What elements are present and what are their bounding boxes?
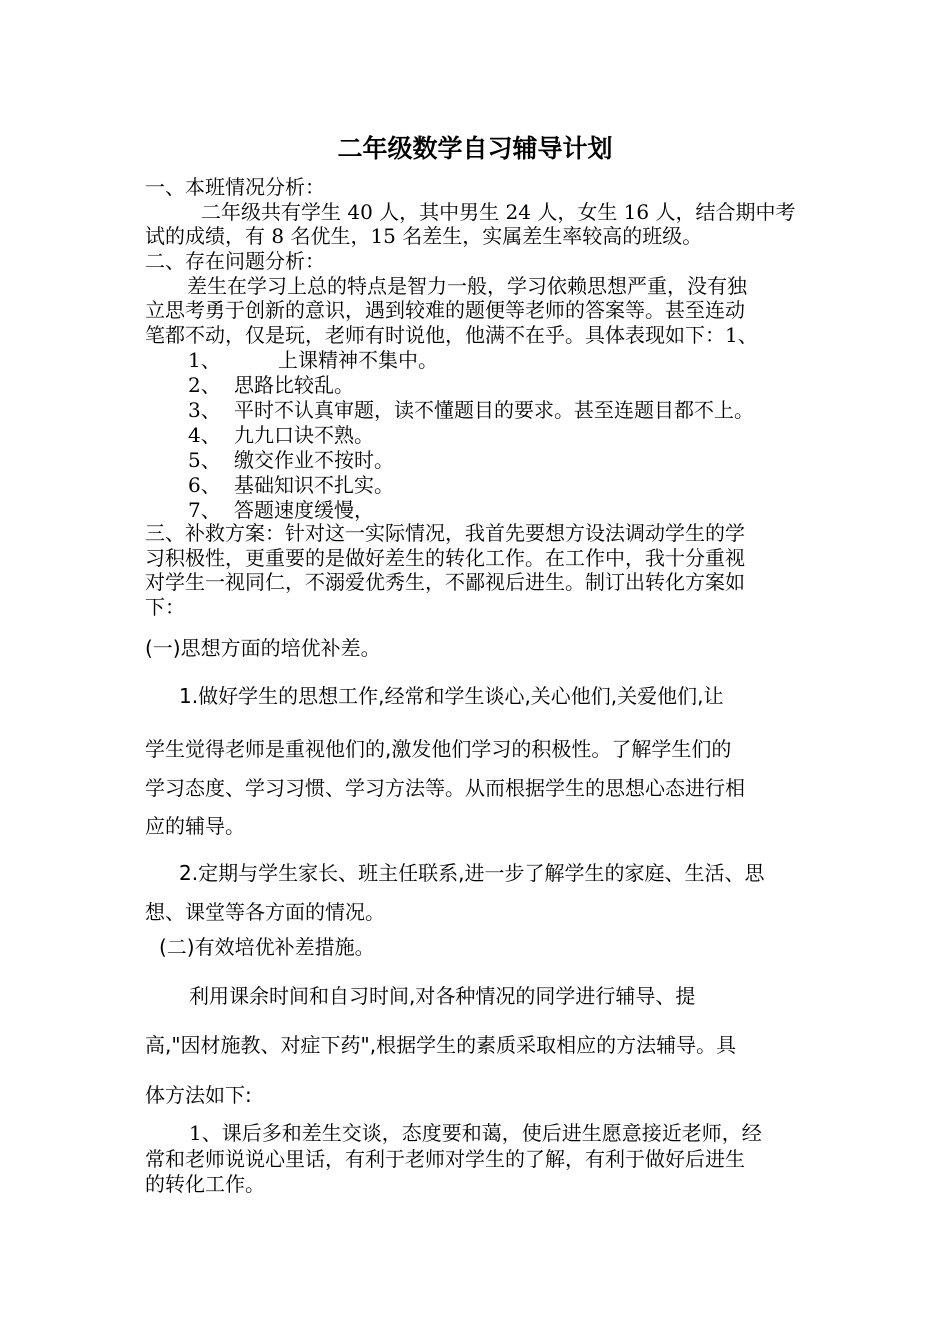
- problem-item-text: 思路比较乱。: [234, 373, 354, 397]
- problem-item: [188, 373, 838, 398]
- problem-item-text: 答题速度缓慢，: [234, 498, 374, 522]
- problem-item-number: 5、: [188, 448, 221, 472]
- part-1-heading-block: [145, 634, 810, 662]
- section-3-line-4: 下：: [145, 594, 185, 619]
- part-1-paragraph-2: [145, 854, 810, 931]
- section-2-body-line-2: 立思考勇于创新的意识，遇到较难的题便等老师的答案等。甚至连动: [145, 298, 745, 322]
- part-1-p1-line-2: 学生觉得老师是重视他们的,激发他们学习的积极性。了解学生们的: [145, 737, 732, 761]
- section-2-body-line-3: 笔都不动，仅是玩，老师有时说他，他满不在乎。具体表现如下：1、: [145, 322, 758, 347]
- section-2-heading: 二、存在问题分析：: [145, 249, 325, 273]
- part-1-p1-line-1: 1.做好学生的思想工作,经常和学生谈心,关心他们,关爱他们,让: [179, 684, 724, 708]
- part-2-heading-block: [145, 933, 810, 961]
- part-1-p2-line-1: 2.定期与学生家长、班主任联系,进一步了解学生的家庭、生活、思: [179, 861, 765, 885]
- part-2-p1-line-2: 高,"因材施教、对症下药",根据学生的素质采取相应的方法辅导。具: [145, 1033, 737, 1057]
- problem-item: [188, 348, 838, 373]
- problem-item-number: 7、: [188, 498, 221, 522]
- section-2-body-line-1: 差生在学习上总的特点是智力一般，学习依赖思想严重，没有独: [187, 273, 747, 298]
- problem-item-text: 平时不认真审题，读不懂题目的要求。甚至连题目都不上。: [234, 398, 754, 422]
- problem-item-number: 1、: [188, 348, 221, 372]
- section-3: [145, 521, 810, 619]
- problem-item-number: 2、: [188, 373, 221, 397]
- problem-item-text: 九九口诀不熟。: [234, 423, 374, 447]
- section-3-line-1: 三、补救方案：针对这一实际情况，我首先要想方设法调动学生的学: [145, 521, 745, 545]
- problem-item-text: 上课精神不集中。: [278, 348, 438, 372]
- part-2-p2-line-1: 1、课后多和差生交谈，态度要和蔼，使后进生愿意接近老师，经: [189, 1121, 762, 1145]
- part-2-paragraph-1-cont: [145, 1031, 810, 1059]
- problem-item-text: 缴交作业不按时。: [234, 448, 394, 472]
- section-3-line-2: 习积极性，更重要的是做好差生的转化工作。在工作中，我十分重视: [145, 545, 745, 570]
- problem-item-text: 基础知识不扎实。: [234, 473, 394, 497]
- part-1-p1-line-4: 应的辅导。: [145, 814, 245, 838]
- document-title: 二年级数学自习辅导计划: [337, 134, 613, 163]
- problem-item: [188, 423, 838, 448]
- part-1-heading: (一)思想方面的培优补差。: [145, 636, 381, 660]
- section-2: [145, 249, 810, 347]
- problem-list: [188, 348, 838, 523]
- part-2-paragraph-1-end: [145, 1081, 810, 1109]
- part-1-paragraph-1-cont: [145, 730, 810, 846]
- section-1-heading: 一、本班情况分析：: [145, 175, 325, 199]
- part-2-p1-line-3: 体方法如下:: [145, 1083, 252, 1107]
- part-2-paragraph-2: [145, 1121, 810, 1198]
- part-2-paragraph-1: [145, 982, 810, 1010]
- section-1-body-line-1: 二年级共有学生 40 人，其中男生 24 人，女生 16 人，结合期中考: [201, 199, 796, 224]
- part-2-p2-line-2: 常和老师说说心里话，有利于老师对学生的了解，有利于做好后进生: [145, 1146, 745, 1171]
- problem-item-number: 4、: [188, 423, 221, 447]
- problem-item: [188, 473, 838, 498]
- part-1-paragraph-1: [145, 682, 810, 710]
- part-1-p2-line-2: 想、课堂等各方面的情况。: [145, 899, 385, 924]
- problem-item: [188, 448, 838, 473]
- section-3-line-3: 对学生一视同仁，不溺爱优秀生，不鄙视后进生。制订出转化方案如: [145, 570, 745, 594]
- problem-item: [188, 498, 838, 523]
- part-2-p1-line-1: 利用课余时间和自习时间,对各种情况的同学进行辅导、提: [189, 984, 696, 1008]
- section-1-body-line-2: 试的成绩，有 8 名优生，15 名差生，实属差生率较高的班级。: [145, 224, 703, 248]
- part-1-p1-line-3: 学习态度、学习习惯、学习方法等。从而根据学生的思想心态进行相: [145, 775, 745, 800]
- part-2-p2-line-3: 的转化工作。: [145, 1172, 265, 1196]
- part-2-heading: (二)有效培优补差措施。: [159, 935, 375, 959]
- problem-item: [188, 398, 838, 423]
- problem-item-number: 6、: [188, 473, 221, 497]
- problem-item-number: 3、: [188, 398, 221, 422]
- section-1: [145, 175, 810, 249]
